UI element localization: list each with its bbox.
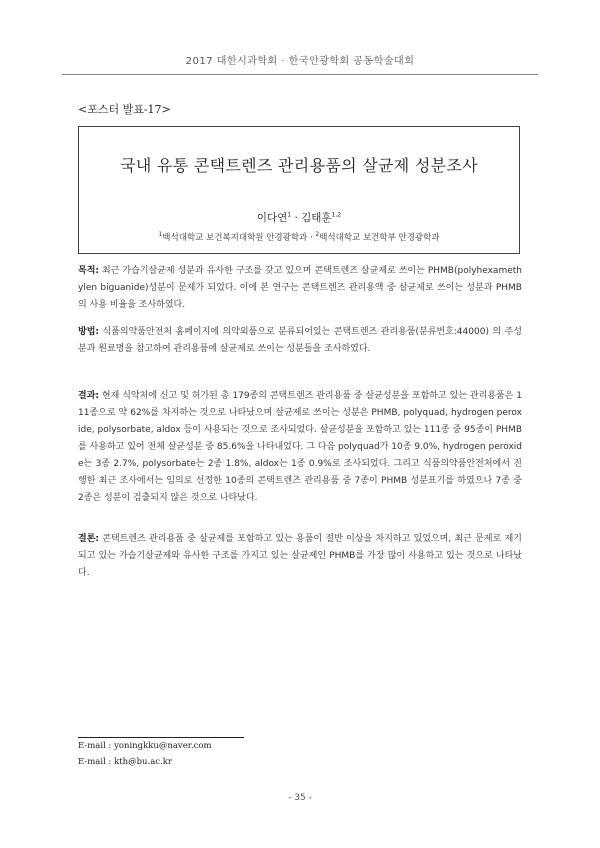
header-divider: [62, 74, 538, 75]
page-number: - 35 -: [288, 793, 312, 803]
section-text: 콘택트렌즈 관리용품 중 살균제를 포함하고 있는 용품이 절반 이상을 차지하고 있었으며, 최근 문제로 제기되고 있는 가습기살균제와 유사한 구조를 가지고 있는 살균제인 PHMB를 가장 많이 사용하고 있는 것으로 나타났다.: [78, 534, 522, 578]
author-separator: ·: [291, 212, 302, 224]
section-text: 현재 식약처에 신고 및 허가된 총 179종의 콘택트렌즈 관리용품 중 살균성분을 포함하고 있는 관리용품은 111종으로 약 62%를 차지하는 것으로 나타났으며 살균제로 쓰이는 성분은 PHMB, polyquad, hydrogen peroxide, polysorbate, aldox 등이 사용되는 것으로 조사되었다. 살균성분을 포함하고 있는 111종 중 95종이 PHMB를 사용하고 있어 전체 살균성분 중 85.6%을 나타내었다. 그 다음 polyquad가 10종 9.0%, hydrogen peroxide는 3종 2.7%, polysorbate는 2종 1.8%, aldox는 1종 0.9%로 조사되었다. 그리고 식품의약품안전처에서 진행한 최근 조사에서는 임의로 선정한 10종의 콘택트렌즈 관리용품 중 7종이 PHMB 성분표기를 하였으나 7종 중 2종은 성분이 검출되지 않은 것으로 나타났다.: [78, 391, 522, 503]
section-text: 최근 가습기살균제 성분과 유사한 구조를 갖고 있으며 콘택트렌즈 살균제로 쓰이는 PHMB(polyhexamethylen biguanide)성분이 문제가 되었다. 이에 본 연구는 콘택트렌즈 관리용액 중 살균제로 쓰이는 성분과 PHMB의 사용 비율을 조사하였다.: [78, 266, 522, 310]
affiliation-mark: 1: [158, 231, 163, 239]
author-affiliation-mark: 1,2: [331, 211, 342, 219]
section-heading: 방법:: [78, 327, 99, 337]
conference-header: 2017 대한시과학회 · 한국안광학회 공동학술대회: [185, 56, 415, 67]
title-box: [78, 126, 520, 254]
affiliation: 백석대학교 보건복지대학원 안경광학과 ·: [162, 233, 316, 243]
section-heading: 목적:: [78, 266, 99, 276]
author-line: [79, 210, 519, 225]
section-purpose: [78, 263, 522, 314]
section-heading: 결론:: [78, 534, 99, 544]
affiliation-line: [79, 231, 519, 243]
email-footnote: E-mail : kth@bu.ac.kr: [78, 757, 172, 767]
section-results: [78, 388, 522, 507]
poster-label: <포스터 발표-17>: [78, 103, 171, 116]
footnote-divider: [78, 737, 244, 738]
section-method: [78, 324, 522, 358]
author-name: 김태훈: [301, 212, 332, 224]
section-text: 식품의약품안전처 홈페이지에 의약외품으로 분류되어있는 콘택트렌즈 관리용품(분류번호:44000) 의 주성분과 원료명을 참고하여 관리용품에 살균제로 쓰이는 성분들을 조사하였다.: [78, 327, 522, 354]
email-footnote: E-mail : yoningkku@naver.com: [78, 741, 212, 751]
author-affiliation-mark: 1: [287, 211, 292, 219]
section-conclusion: [78, 531, 522, 582]
affiliation: 백석대학교 보건학부 안경광학과: [319, 233, 440, 243]
affiliation-mark: 2: [315, 231, 320, 239]
section-heading: 결과:: [78, 391, 99, 401]
paper-title: 국내 유통 콘택트렌즈 관리용품의 살균제 성분조사: [120, 156, 478, 175]
author-name: 이다연: [256, 212, 288, 224]
